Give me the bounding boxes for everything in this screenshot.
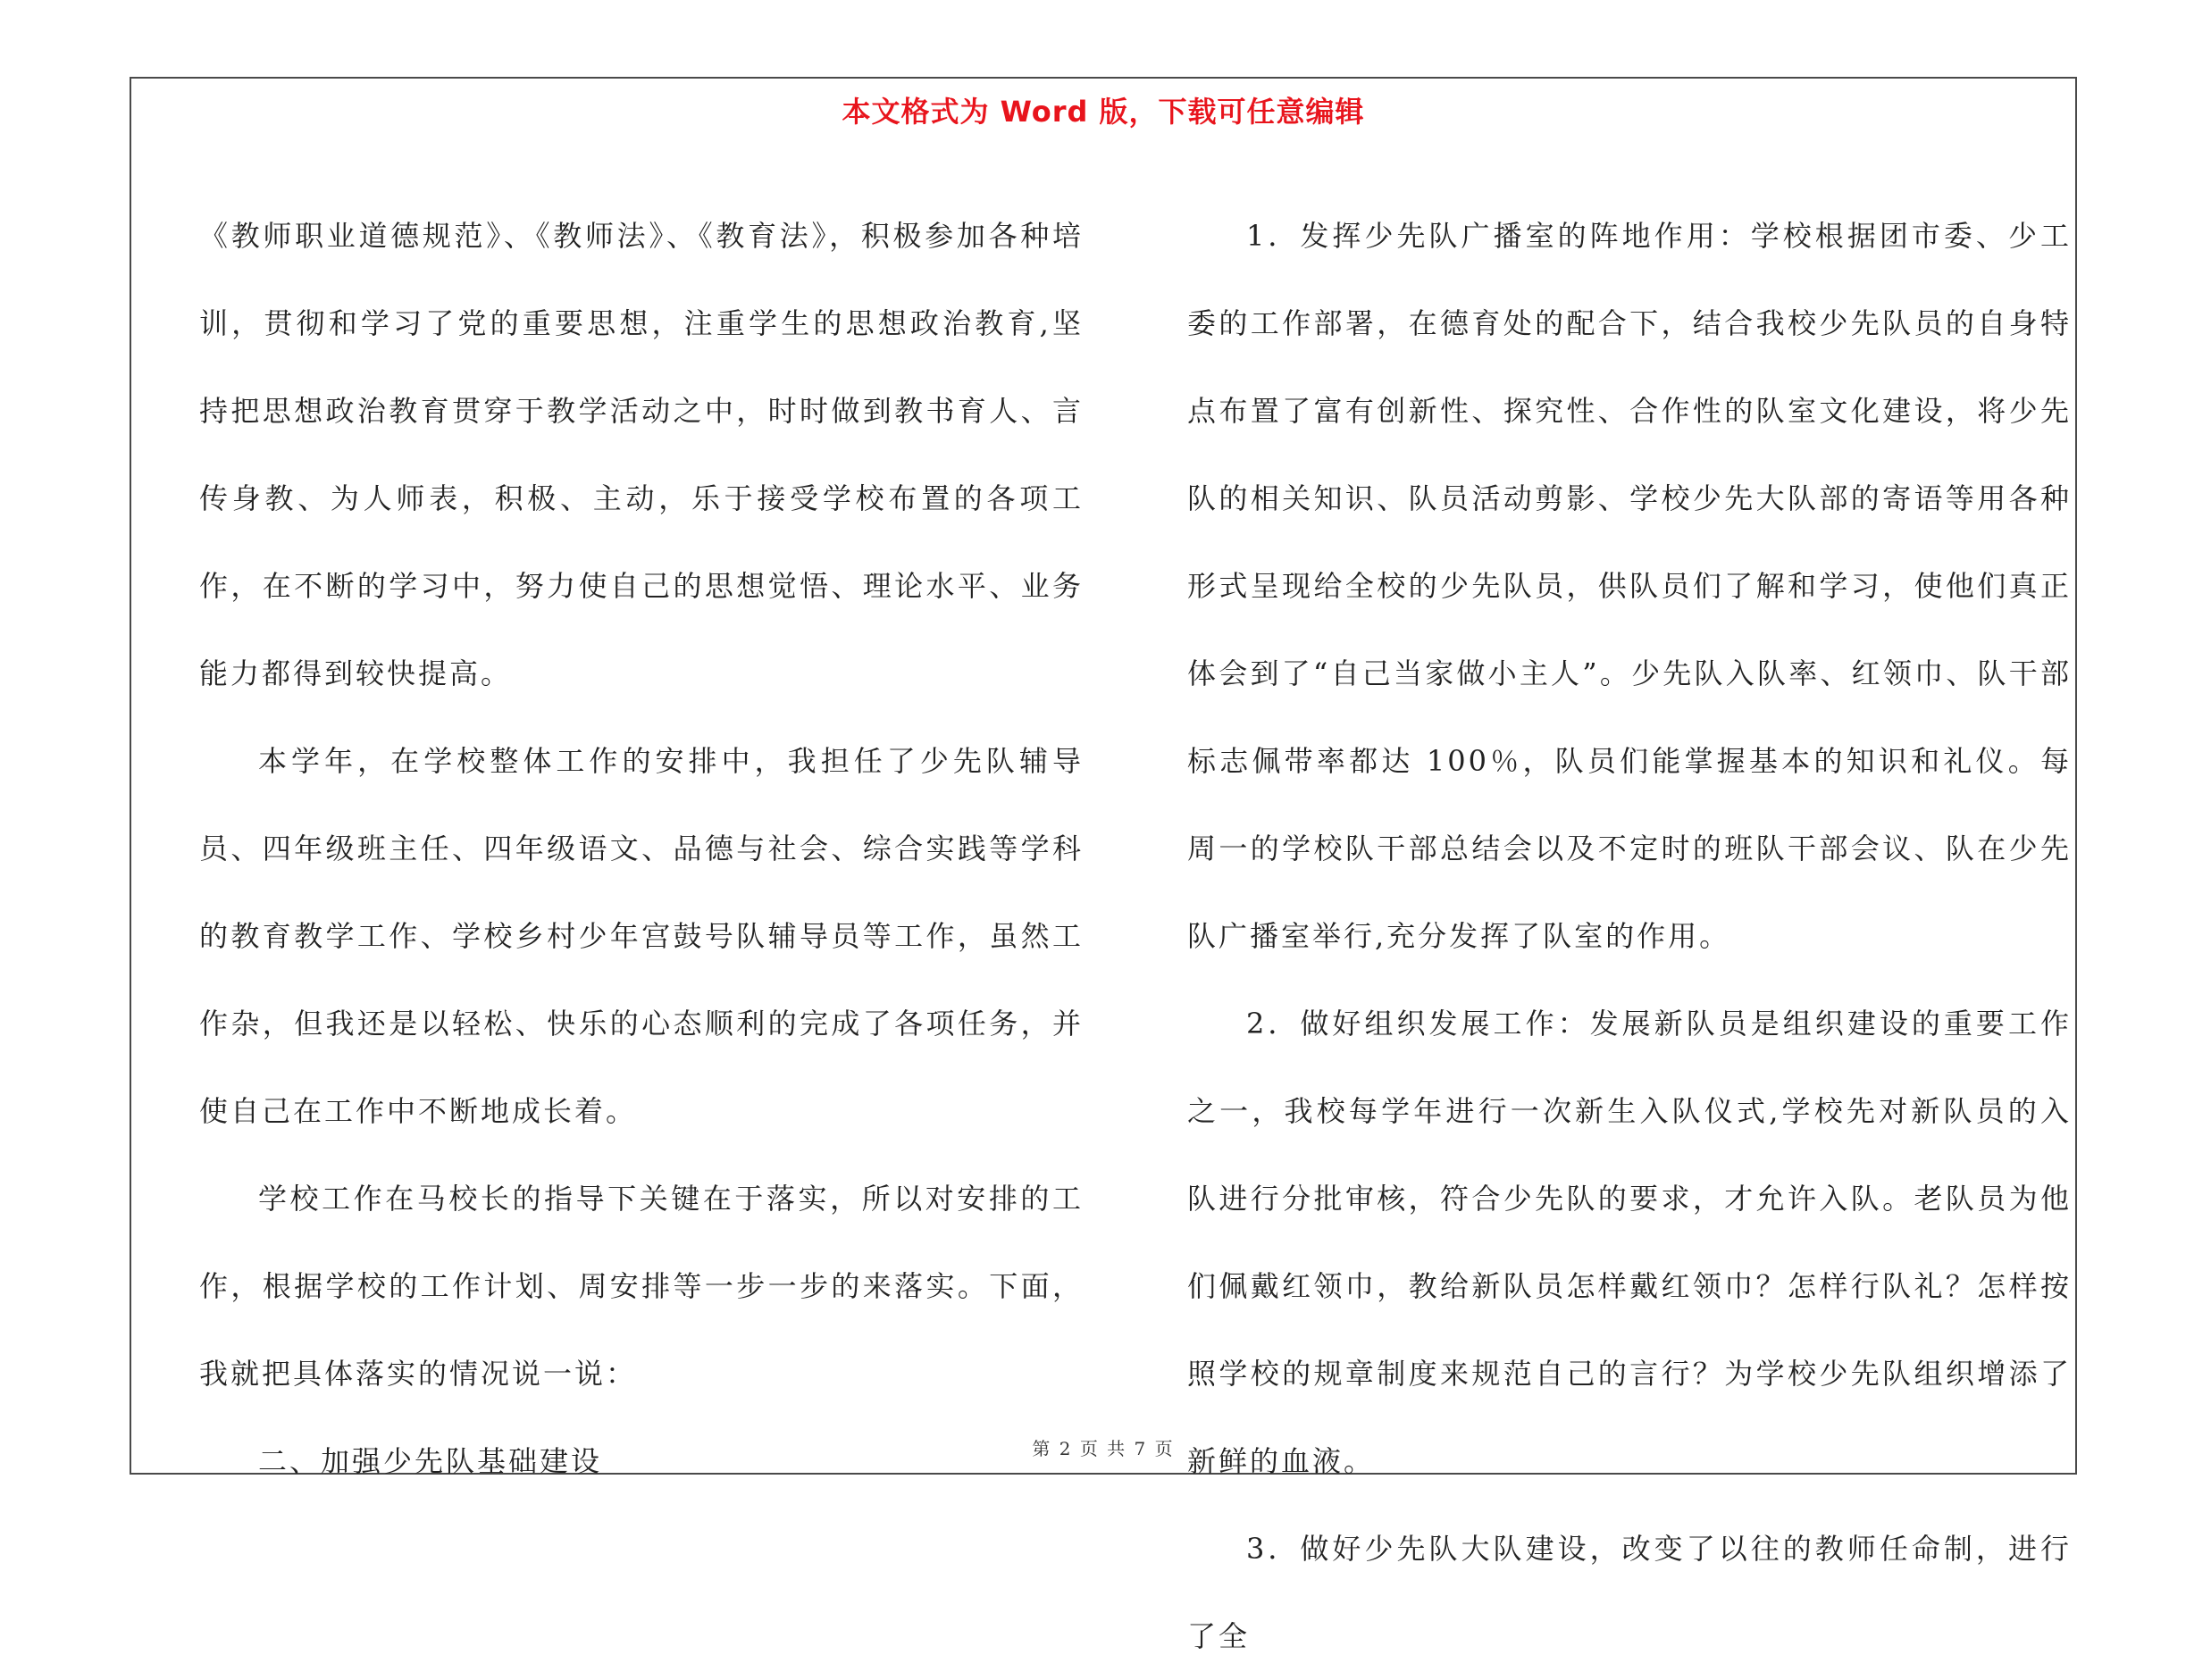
page-number: 第 2 页 共 7 页: [1032, 1438, 1175, 1459]
paragraph: 《教师职业道德规范》、《教师法》、《教育法》，积极参加各种培训，贯彻和学习了党的重要思想，注重学生的思想政治教育,坚持把思想政治教育贯穿于教学活动之中，时时做到教书育人、言传身教、为人师表，积极、主动，乐于接受学校布置的各项工作，在不断的学习中，努力使自己的思想觉悟、理论水平、业务能力都得到较快提高。: [199, 219, 1084, 690]
section-heading: 二、加强少先队基础建设: [258, 1444, 603, 1478]
left-column: [199, 192, 1084, 1505]
paragraph: 1．发挥少先队广播室的阵地作用：学校根据团市委、少工委的工作部署，在德育处的配合下，结合我校少先队员的自身特点布置了富有创新性、探究性、合作性的队室文化建设，将少先队的相关知识、队员活动剪影、学校少先大队部的寄语等用各种形式呈现给全校的少先队员，供队员们了解和学习，使他们真正体会到了“自己当家做小主人”。少先队入队率、红领巾、队干部标志佩带率都达 100％，队员们能掌握基本的知识和礼仪。每周一的学校队干部总结会以及不定时的班队干部会议、队在少先队广播室举行,充分发挥了队室的作用。: [1187, 219, 2072, 953]
paragraph: 3．做好少先队大队建设，改变了以往的教师任命制，进行了全: [1187, 1532, 2072, 1653]
paragraph: 2．做好组织发展工作：发展新队员是组织建设的重要工作之一，我校每学年进行一次新生入队仪式,学校先对新队员的入队进行分批审核，符合少先队的要求，才允许入队。老队员为他们佩戴红领巾，教给新队员怎样戴红领巾？怎样行队礼？怎样按照学校的规章制度来规范自己的言行？为学校少先队组织增添了新鲜的血液。: [1187, 1007, 2072, 1478]
paragraph: 本学年，在学校整体工作的安排中，我担任了少先队辅导员、四年级班主任、四年级语文、品德与社会、综合实践等学科的教育教学工作、学校乡村少年宫鼓号队辅导员等工作，虽然工作杂，但我还是以轻松、快乐的心态顺利的完成了各项任务，并使自己在工作中不断地成长着。: [199, 744, 1084, 1128]
document-page: [130, 77, 2077, 1653]
format-banner: 本文格式为 Word 版，下载可任意编辑: [842, 95, 1365, 129]
paragraph: 学校工作在马校长的指导下关键在于落实，所以对安排的工作，根据学校的工作计划、周安排等一步一步的来落实。下面，我就把具体落实的情况说一说：: [199, 1182, 1084, 1391]
